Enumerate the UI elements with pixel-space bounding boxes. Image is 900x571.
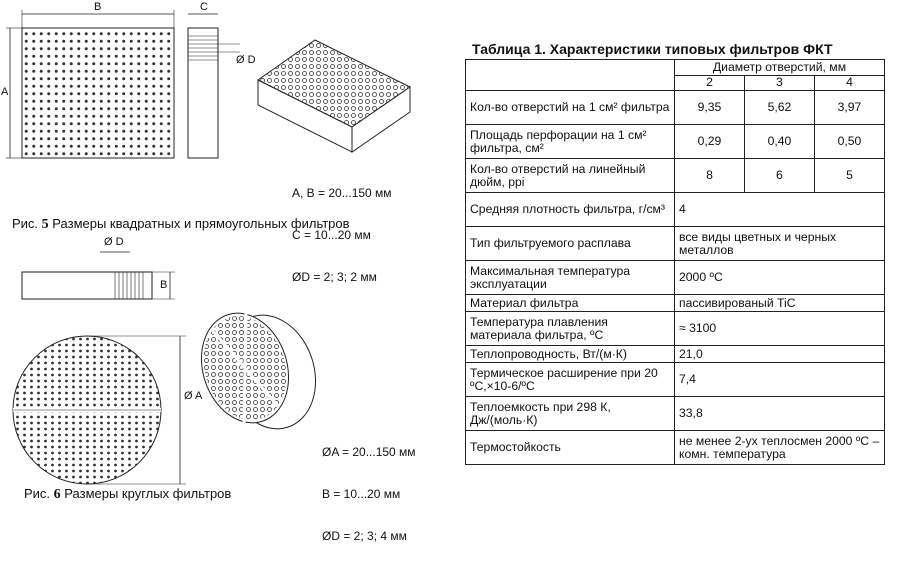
table-row xyxy=(466,125,885,159)
table-header-row xyxy=(466,60,885,76)
table-corner-cell xyxy=(466,60,675,91)
table-row xyxy=(466,159,885,193)
table-row xyxy=(466,431,885,465)
row-value: пассивированый TiC xyxy=(675,295,885,312)
fig6-caption-prefix: Рис. xyxy=(24,486,51,501)
fig6-caption-number: 6 xyxy=(53,487,61,502)
dim-label-b-round: B xyxy=(160,279,168,291)
table-title: Таблица 1. Характеристики типовых фильтров ФКТ xyxy=(472,41,833,57)
table-row xyxy=(466,91,885,125)
round-filter-isometric xyxy=(188,302,330,441)
row-value: не менее 2-ух теплосмен 2000 ºС – комн. температура xyxy=(675,431,885,465)
row-value: 0,29 xyxy=(675,125,745,159)
row-label: Кол-во отверстий на 1 см² фильтра xyxy=(466,91,675,125)
fig5-caption-prefix: Рис. xyxy=(12,216,39,231)
diameter-cell: 4 xyxy=(814,75,884,91)
diameter-header: Диаметр отверстий, мм xyxy=(675,60,885,76)
fig6-spec-line: B = 10...20 мм xyxy=(322,487,401,501)
dim-label-b: B xyxy=(94,1,102,13)
row-label: Кол-во отверстий на линейный дюйм, ppi xyxy=(466,159,675,193)
dim-label-d: Ø D xyxy=(236,54,256,66)
table-row xyxy=(466,312,885,346)
row-value: 9,35 xyxy=(675,91,745,125)
row-label: Термическое расширение при 20 ºС,×10-6/ºС xyxy=(466,363,675,397)
table-row xyxy=(466,397,885,431)
square-filter-front-view xyxy=(6,10,174,158)
row-label: Термостойкость xyxy=(466,431,675,465)
table-row xyxy=(466,346,885,363)
fig6-caption-text: Размеры круглых фильтров xyxy=(64,486,232,501)
table-row xyxy=(466,363,885,397)
table-row xyxy=(466,295,885,312)
dim-label-a-round: Ø A xyxy=(184,390,203,402)
square-filter-isometric xyxy=(258,40,410,152)
fig5-caption-number: 5 xyxy=(41,217,49,232)
fig5-spec xyxy=(292,158,392,312)
fig6-spec xyxy=(322,417,416,571)
row-label: Температура плавления материала фильтра, ºС xyxy=(466,312,675,346)
row-label: Теплопроводность, Вт/(м·К) xyxy=(466,346,675,363)
row-value: 0,40 xyxy=(744,125,814,159)
row-label: Площадь перфорации на 1 см² фильтра, см² xyxy=(466,125,675,159)
row-value: 8 xyxy=(675,159,745,193)
fig5-spec-line: ØD = 2; 3; 2 мм xyxy=(292,270,377,284)
row-value: 5 xyxy=(814,159,884,193)
fig5-spec-line: A, B = 20...150 мм xyxy=(292,186,392,200)
table-row xyxy=(466,227,885,261)
dim-label-d-round: Ø D xyxy=(104,236,124,248)
row-value: все виды цветных и черных металлов xyxy=(675,227,885,261)
fig6-spec-line: ØA = 20...150 мм xyxy=(322,445,416,459)
fig5-caption xyxy=(12,216,350,233)
diameter-cell: 2 xyxy=(675,75,745,91)
fig5-caption-text: Размеры квадратных и прямоугольных фильтров xyxy=(52,216,350,231)
diameter-cell: 3 xyxy=(744,75,814,91)
row-value: 21,0 xyxy=(675,346,885,363)
row-value: 3,97 xyxy=(814,91,884,125)
row-label: Средняя плотность фильтра, г/см³ xyxy=(466,193,675,227)
drawings-area xyxy=(0,0,460,543)
dim-label-c: C xyxy=(200,1,208,13)
row-value: 7,4 xyxy=(675,363,885,397)
row-label: Тип фильтруемого расплава xyxy=(466,227,675,261)
dim-label-a: A xyxy=(1,86,9,98)
fig6-caption xyxy=(24,486,231,503)
round-filter-side-view xyxy=(22,252,175,299)
row-label: Материал фильтра xyxy=(466,295,675,312)
row-value: 4 xyxy=(675,193,885,227)
square-filter-side-view xyxy=(188,14,240,158)
row-value: 6 xyxy=(744,159,814,193)
fig6-spec-line: ØD = 2; 3; 4 мм xyxy=(322,529,407,543)
row-value: 2000 ºС xyxy=(675,261,885,295)
row-value: ≈ 3100 xyxy=(675,312,885,346)
row-label: Максимальная температура эксплуатации xyxy=(466,261,675,295)
table-row xyxy=(466,193,885,227)
row-label: Теплоемкость при 298 К, Дж/(моль·К) xyxy=(466,397,675,431)
table-row xyxy=(466,261,885,295)
spec-table xyxy=(465,59,885,465)
row-value: 33,8 xyxy=(675,397,885,431)
fig5-spec-line: C = 10...20 мм xyxy=(292,228,371,242)
row-value: 5,62 xyxy=(744,91,814,125)
row-value: 0,50 xyxy=(814,125,884,159)
round-filter-front-view xyxy=(10,334,186,486)
